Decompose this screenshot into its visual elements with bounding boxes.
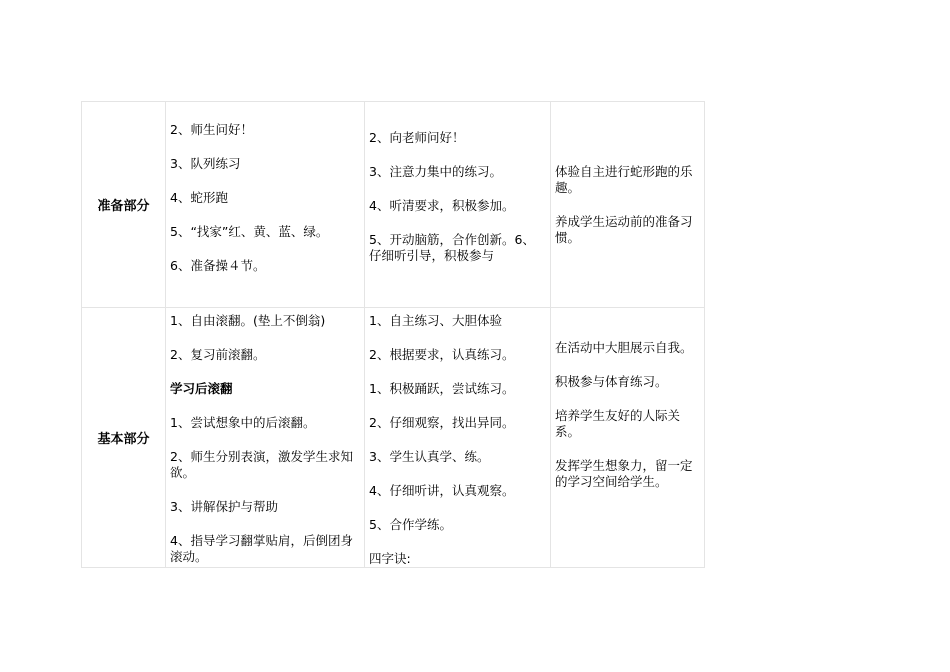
goals-cell	[551, 308, 705, 568]
teacher-step: 2、师生问好！	[170, 122, 253, 137]
goal-text: 在活动中大胆展示自我。	[555, 340, 693, 355]
section-label-basic: 基本部分	[82, 308, 166, 568]
teacher-activities-cell	[166, 102, 365, 308]
teacher-step: 5、“找家”红、黄、蓝、绿。	[170, 224, 329, 239]
table-row-preparation	[82, 102, 705, 308]
goal-text: 培养学生友好的人际关系。	[555, 408, 681, 439]
goals-cell	[551, 102, 705, 308]
student-step: 5、开动脑筋，合作创新。6、仔细听引导，积极参与	[369, 232, 535, 263]
section-label-preparation: 准备部分	[82, 102, 166, 308]
teacher-step: 1、自由滚翻。(垫上不倒翁)	[170, 313, 326, 328]
teacher-step: 2、复习前滚翻。	[170, 347, 266, 362]
student-activities-cell	[365, 308, 551, 568]
student-step: 1、积极踊跃，尝试练习。	[369, 381, 515, 396]
teacher-step: 3、讲解保护与帮助	[170, 499, 278, 514]
student-step: 2、根据要求，认真练习。	[369, 347, 515, 362]
teacher-step: 4、指导学习翻掌贴肩，后倒团身滚动。	[170, 533, 353, 564]
teacher-step: 3、队列练习	[170, 156, 241, 171]
teacher-step: 4、蛇形跑	[170, 190, 228, 205]
student-step: 2、仔细观察，找出异同。	[369, 415, 515, 430]
teacher-activities-cell	[166, 308, 365, 568]
table-row-basic	[82, 308, 705, 568]
student-step: 1、自主练习、大胆体验	[369, 313, 502, 328]
student-step: 3、学生认真学、练。	[369, 449, 490, 464]
student-activities-cell	[365, 102, 551, 308]
student-step: 4、仔细听讲，认真观察。	[369, 483, 515, 498]
subheading: 学习后滚翻	[170, 381, 233, 396]
teacher-step: 6、准备操４节。	[170, 258, 266, 273]
student-step: 3、注意力集中的练习。	[369, 164, 502, 179]
student-step: 5、合作学练。	[369, 517, 452, 532]
teacher-step: 2、师生分别表演，激发学生求知欲。	[170, 449, 353, 480]
lesson-plan-table	[81, 101, 705, 568]
goal-text: 体验自主进行蛇形跑的乐趣。	[555, 163, 693, 195]
student-step: 四字诀:	[369, 551, 411, 566]
student-step: 4、听清要求，积极参加。	[369, 198, 515, 213]
student-step: 2、向老师问好！	[369, 130, 465, 145]
teacher-step: 1、尝试想象中的后滚翻。	[170, 415, 316, 430]
goal-text: 发挥学生想象力，留一定的学习空间给学生。	[555, 458, 693, 489]
goal-text: 养成学生运动前的准备习惯。	[555, 213, 693, 245]
goal-text: 积极参与体育练习。	[555, 374, 668, 389]
